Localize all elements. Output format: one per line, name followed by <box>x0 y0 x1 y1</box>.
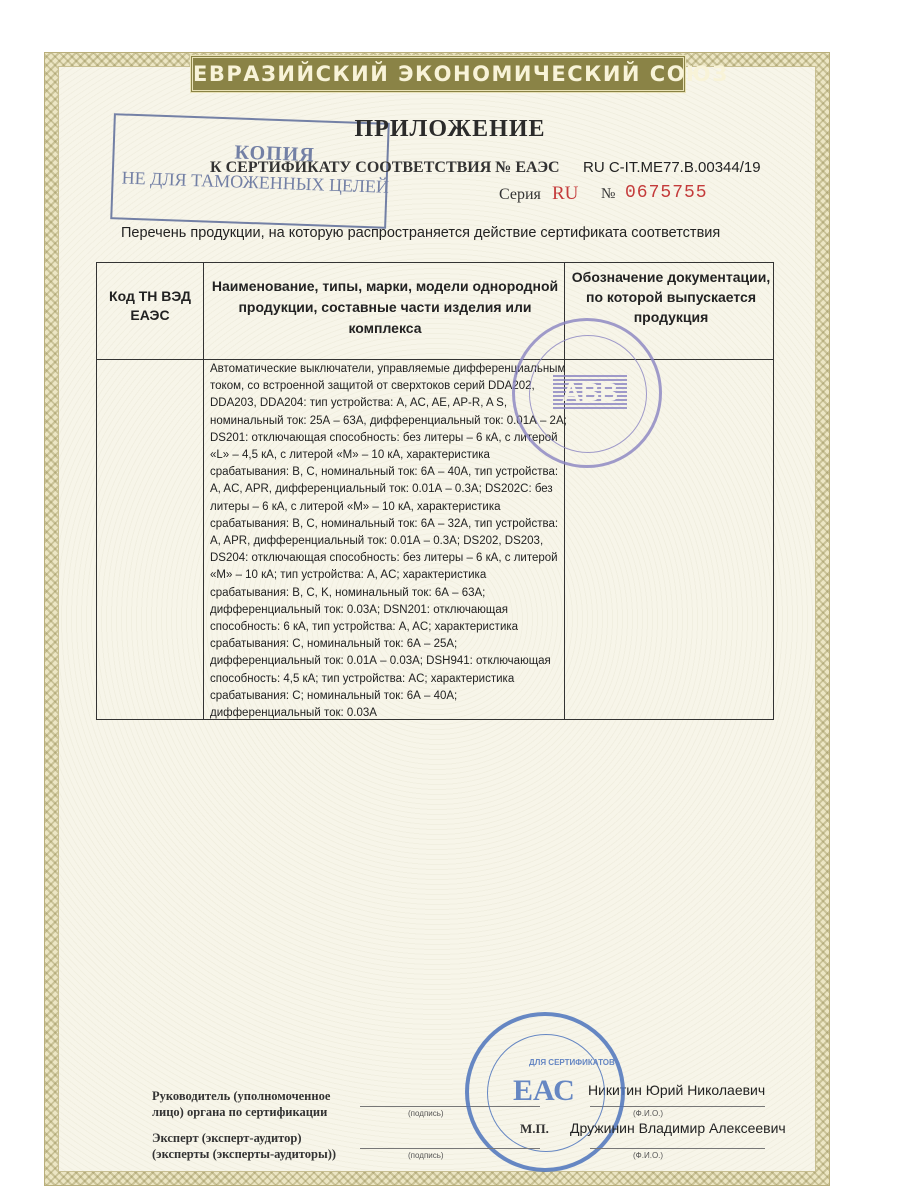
expert-label-line2: (эксперты (эксперты-аудиторы)) <box>152 1147 337 1161</box>
expert-name: Дружинин Владимир Алексеевич <box>570 1120 786 1136</box>
head-sign-caption: (подпись) <box>408 1109 444 1118</box>
head-label-line1: Руководитель (уполномоченное <box>152 1089 331 1103</box>
blank-number: 0675755 <box>625 183 708 203</box>
number-label: № <box>601 186 616 202</box>
expert-signature-line <box>360 1148 540 1149</box>
col-header-code: Код ТН ВЭД ЕАЭС <box>109 288 191 323</box>
head-label <box>152 1088 330 1120</box>
col-header-documentation: Обозначение документации, по которой выпускается продукция <box>571 269 771 325</box>
col-header-name: Наименование, типы, марки, модели однородной продукции, составные части изделия или комплекса <box>211 278 559 336</box>
seal-place-label: М.П. <box>520 1121 549 1136</box>
page-title: ПРИЛОЖЕНИЕ <box>354 116 546 142</box>
head-name: Никитин Юрий Николаевич <box>588 1082 766 1098</box>
series-value: RU <box>552 183 579 204</box>
table-divider <box>203 263 204 719</box>
expert-label-line1: Эксперт (эксперт-аудитор) <box>152 1131 302 1145</box>
certificate-subtitle: К СЕРТИФИКАТУ СООТВЕТСТВИЯ № ЕАЭС <box>210 159 560 176</box>
copy-stamp-line2: НЕ ДЛЯ ТАМОЖЕННЫХ ЦЕЛЕЙ <box>121 167 390 197</box>
table-header-divider <box>97 359 773 360</box>
series-label: Серия <box>499 186 541 203</box>
certificate-number: RU C-IT.МЕ77.В.00344/19 <box>583 159 761 176</box>
eac-seal-small-text: ДЛЯ СЕРТИФИКАТОВ <box>529 1058 615 1067</box>
product-table <box>96 262 774 720</box>
expert-label <box>152 1130 336 1162</box>
head-label-line2: лицо) органа по сертификации <box>152 1105 328 1119</box>
eac-mark: ЕАС <box>513 1074 575 1107</box>
abb-logo: ABB <box>553 375 627 409</box>
expert-name-line <box>590 1148 765 1149</box>
head-name-caption: (Ф.И.О.) <box>633 1109 664 1118</box>
list-caption: Перечень продукции, на которую распространяется действие сертификата соответствия <box>121 225 721 241</box>
product-description: Автоматические выключатели, управляемые дифференциальным током, со встроенной защитой от сверхтоков серий DDA202, DDA203, DDA204: тип устройства: A, AC, AE, AP-R, A S, номинальный ток: 25А – 63А, дифференциальный ток: 0.01А – 2А; DS201: отключающая способность: без литеры – 6 кА, с литерой «L» – 4,5 кА, с литерой «М» – 10 кА, характеристика срабатывания: B, C, номинальный ток: 6А – 40А, тип устройства: A, AC, APR, дифференциальный ток: 0.01А – 0.3А; DS202C: без литеры – 6 кА, с литерой «М» – 10 кА, характеристика срабатывания: B, C, номинальный ток: 6А – 32А, тип устройства: A, APR, дифференциальный ток: 0.01А – 0.3А; DS202, DS203, DS204: отключающая способность: без литеры – 6 кА, с литерой «М» – 10 кА; тип устройства: A, AC; характеристика срабатывания: B, C, K, номинальный ток: 6А – 63А; дифференциальный ток: 0.03А; DSN201: отключающая способность: 6 кА, тип устройства: A, AC; характеристика срабатывания: C, номинальный ток: 6А – 25А; дифференциальный ток: 0.01А – 0.03А; DSH941: отключающая способность: 4,5 кА; тип устройства: AC; характеристика срабатывания: C; номинальный ток: 6А – 40А; дифференциальный ток: 0.03А <box>210 363 567 720</box>
union-banner: ЕВРАЗИЙСКИЙ ЭКОНОМИЧЕСКИЙ СОЮЗ <box>190 55 686 93</box>
expert-sign-caption: (подпись) <box>408 1151 444 1160</box>
copy-stamp-line1: КОПИЯ <box>234 141 316 167</box>
expert-name-caption: (Ф.И.О.) <box>633 1151 664 1160</box>
abb-seal <box>512 318 662 468</box>
